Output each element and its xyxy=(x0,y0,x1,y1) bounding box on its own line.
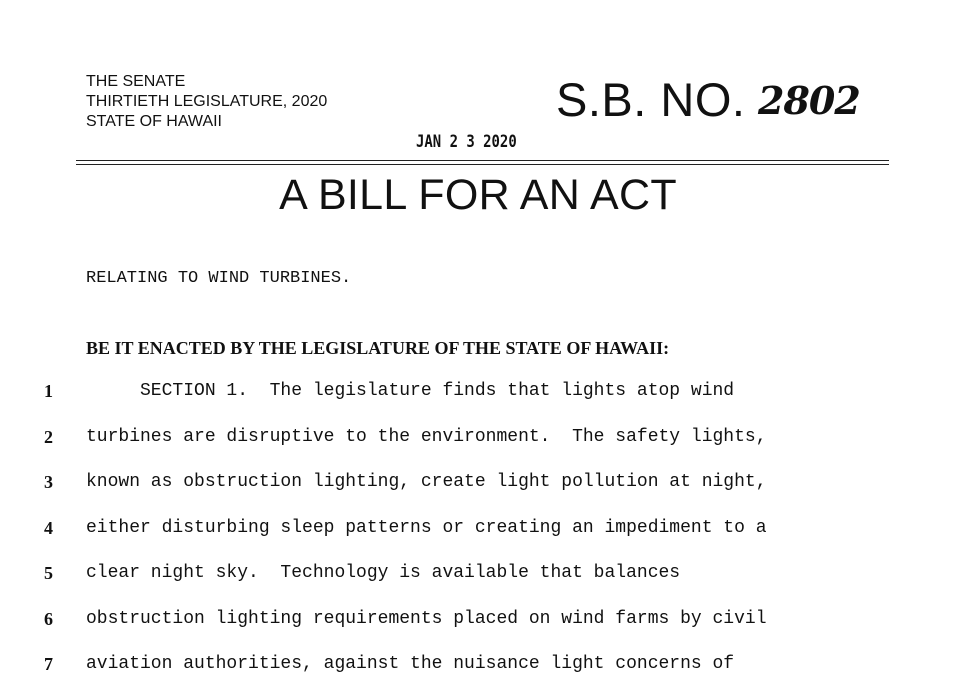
relating-clause: RELATING TO WIND TURBINES. xyxy=(86,269,352,288)
line-text: obstruction lighting requirements placed on wind farms by civil xyxy=(86,609,767,629)
bill-line xyxy=(0,652,956,676)
line-text: known as obstruction lighting, create light pollution at night, xyxy=(86,472,767,492)
bill-line xyxy=(0,607,956,631)
legislature-name: THIRTIETH LEGISLATURE, 2020 xyxy=(86,93,328,110)
line-number: 5 xyxy=(44,563,53,583)
chamber-header xyxy=(86,72,327,132)
line-text: SECTION 1. The legislature finds that lights atop wind xyxy=(86,381,735,401)
bill-number-label: S.B. NO. xyxy=(556,73,746,126)
document-title: A BILL FOR AN ACT xyxy=(279,171,677,219)
date-stamp: JAN 2 3 2020 xyxy=(416,132,517,152)
line-text: turbines are disruptive to the environment. The safety lights, xyxy=(86,427,767,447)
bill-line xyxy=(0,425,956,449)
line-text: clear night sky. Technology is available that balances xyxy=(86,563,681,583)
header-divider-bottom xyxy=(76,164,889,165)
line-number: 2 xyxy=(44,427,53,447)
line-number: 1 xyxy=(44,381,53,401)
line-text: either disturbing sleep patterns or creating an impediment to a xyxy=(86,518,767,538)
enacting-clause: BE IT ENACTED BY THE LEGISLATURE OF THE STATE OF HAWAII: xyxy=(86,338,670,358)
header-divider-top xyxy=(76,160,889,161)
bill-line xyxy=(0,561,956,585)
bill-line xyxy=(0,379,956,403)
line-number: 3 xyxy=(44,472,53,492)
line-number: 7 xyxy=(44,654,53,674)
bill-line xyxy=(0,470,956,494)
chamber-name: THE SENATE xyxy=(86,73,186,90)
line-number: 4 xyxy=(44,518,53,538)
bill-number-handwritten: 2802 xyxy=(758,78,860,123)
line-number: 6 xyxy=(44,609,53,629)
bill-line xyxy=(0,516,956,540)
line-text: aviation authorities, against the nuisance light concerns of xyxy=(86,654,735,674)
state-name: STATE OF HAWAII xyxy=(86,113,222,130)
